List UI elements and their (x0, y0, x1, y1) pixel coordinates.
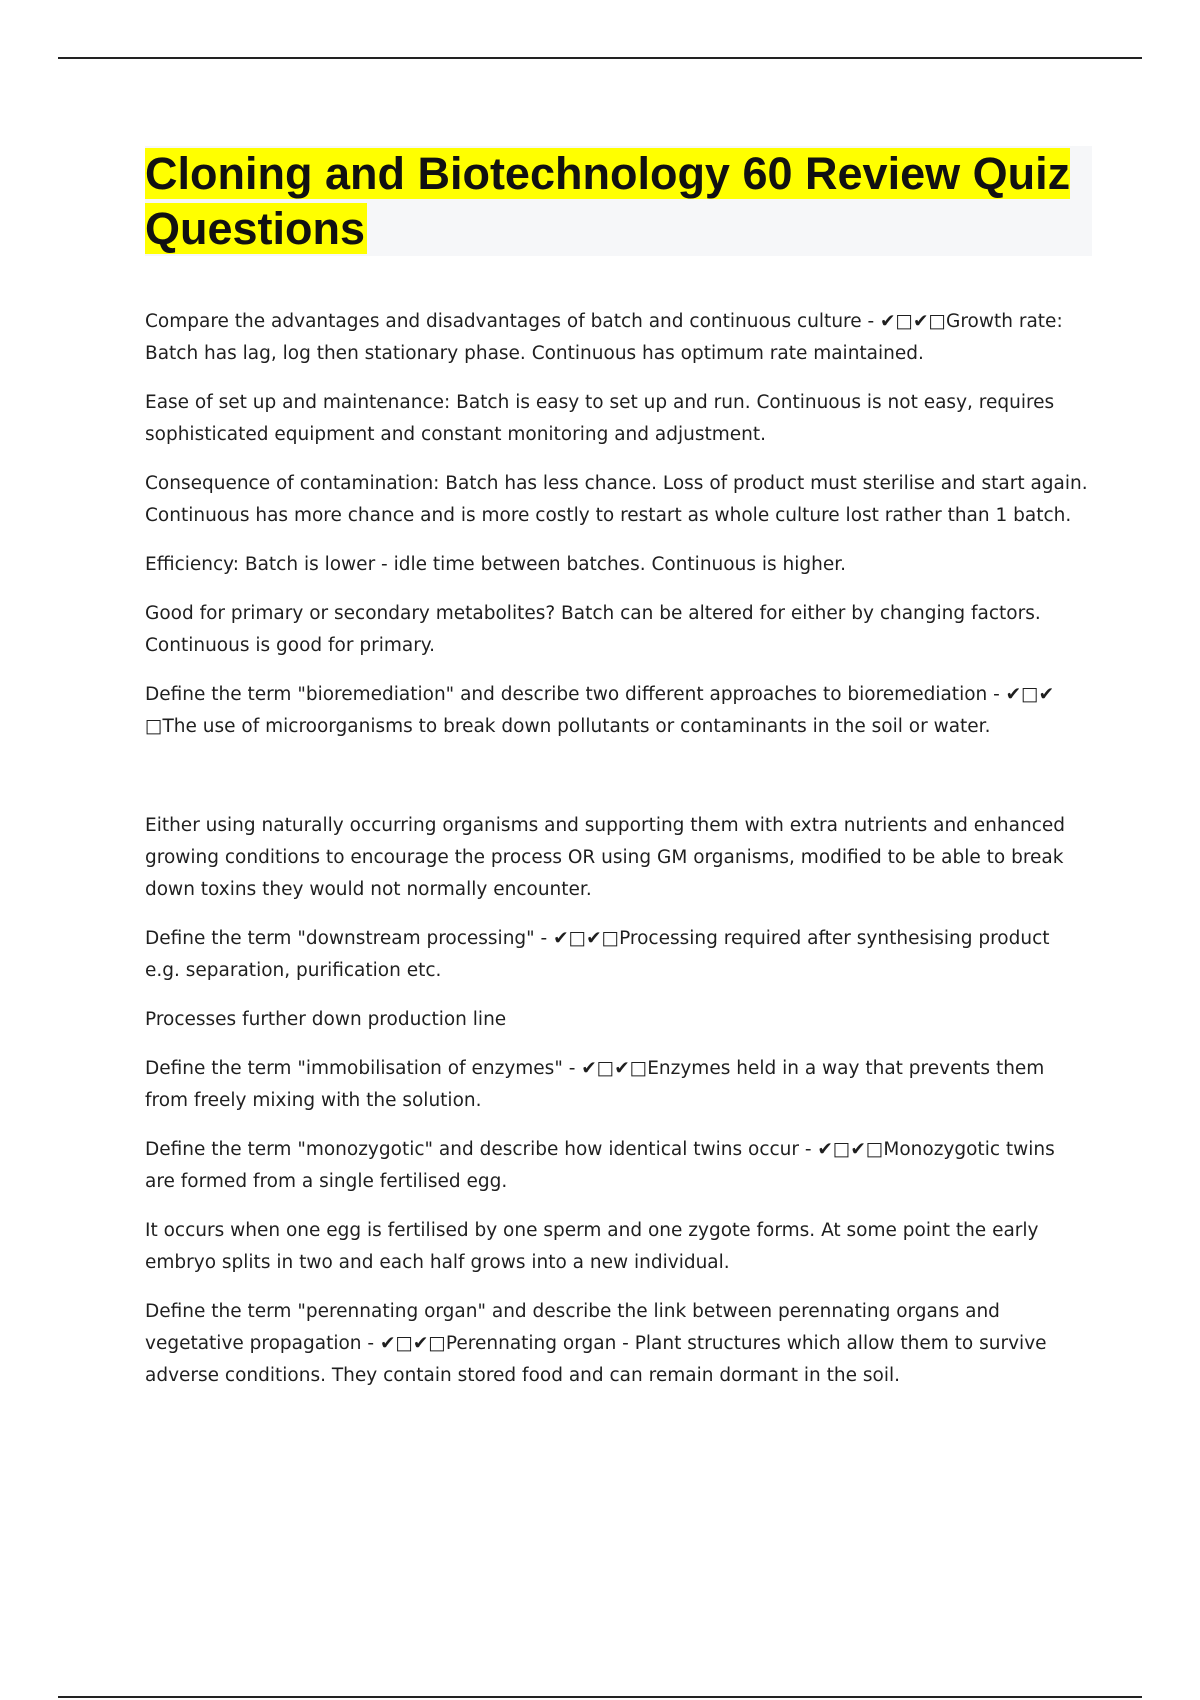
title-highlight: Cloning and Biotechnology 60 Review Quiz Questions (145, 148, 1071, 254)
paragraph-metabolites: Good for primary or secondary metabolites? Batch can be altered for either by changing factors. Continuous is good for primary. (145, 603, 1041, 656)
paragraph-immobilisation: Define the term "immobilisation of enzymes" - ✔□✔□Enzymes held in a way that prevents them from freely mixing with the solution. (145, 1058, 1045, 1111)
paragraph-batch-vs-continuous: Compare the advantages and disadvantages of batch and continuous culture - ✔□✔□Growth rate: Batch has lag, log then stationary phase. Continuous has optimum rate maintained. (145, 311, 1063, 364)
paragraph-ease-of-setup: Ease of set up and maintenance: Batch is easy to set up and run. Continuous is not easy, requires sophisticated equipment and constant monitoring and adjustment. (145, 392, 1055, 445)
paragraph-bioremediation-approaches: Either using naturally occurring organisms and supporting them with extra nutrients and enhanced growing conditions to encourage the process OR using GM organisms, modified to be able to break down toxins they would not normally encounter. (145, 815, 1065, 900)
paragraph-bioremediation: Define the term "bioremediation" and describe two different approaches to bioremediation - ✔□✔ □The use of microorganisms to break down pollutants or contaminants in the soil or water. (145, 684, 1055, 737)
document-body (145, 306, 1090, 1409)
paragraph-monozygotic: Define the term "monozygotic" and describe how identical twins occur - ✔□✔□Monozygotic twins are formed from a single fertilised egg. (145, 1139, 1055, 1192)
paragraph-production-line: Processes further down production line (145, 1009, 507, 1030)
top-rule (58, 57, 1142, 59)
paragraph-identical-twins: It occurs when one egg is fertilised by one sperm and one zygote forms. At some point the early embryo splits in two and each half grows into a new individual. (145, 1220, 1039, 1273)
paragraph-perennating-organ: Define the term "perennating organ" and describe the link between perennating organs and vegetative propagation - ✔□✔□Perennating organ - Plant structures which allow them to survive adverse conditions. They contain stored food and can remain dormant in the soil. (145, 1301, 1047, 1386)
bottom-rule (58, 1696, 1142, 1698)
page-title (145, 146, 1092, 256)
paragraph-downstream-processing: Define the term "downstream processing" - ✔□✔□Processing required after synthesising product e.g. separation, purification etc. (145, 928, 1050, 981)
paragraph-efficiency: Efficiency: Batch is lower - idle time between batches. Continuous is higher. (145, 554, 846, 575)
title-block (145, 146, 1092, 256)
paragraph-contamination: Consequence of contamination: Batch has less chance. Loss of product must sterilise and start again. Continuous has more chance and is more costly to restart as whole culture lost rather than 1 batch. (145, 473, 1088, 526)
